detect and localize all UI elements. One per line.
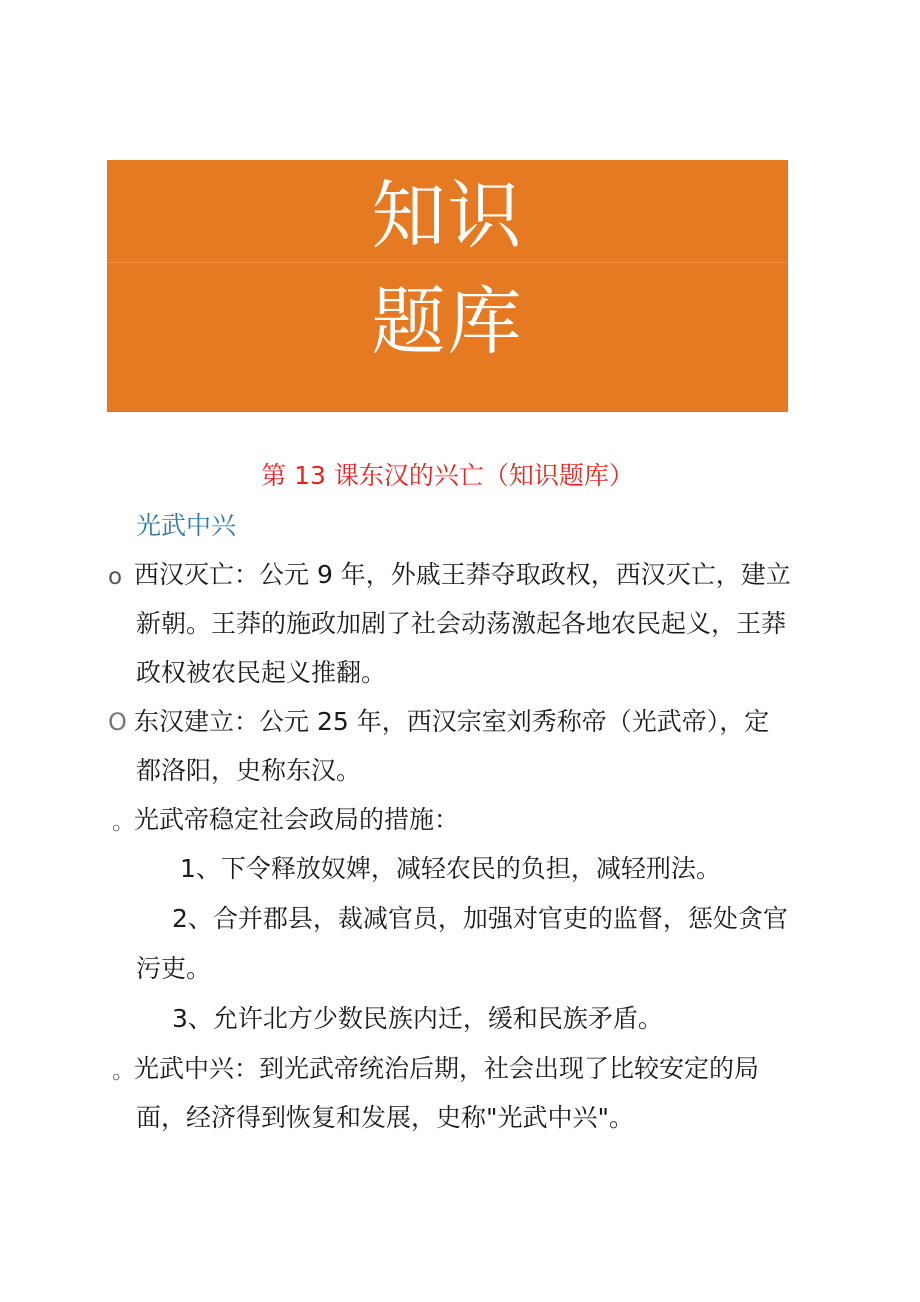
item-text-line: 新朝。王莽的施政加剧了社会动荡激起各地农民起义，王莽 — [136, 609, 787, 638]
measure-text-line: 2、合并郡县，裁减官员，加强对官吏的监督，惩处贪官 — [172, 904, 788, 933]
title-banner — [107, 160, 788, 412]
item-text-line: 西汉灭亡：公元 9 年，外戚王莽夺取政权，西汉灭亡，建立 — [134, 560, 791, 589]
section-title: 光武中兴 — [136, 511, 237, 540]
item-text-line: 光武帝稳定社会政局的措施： — [134, 805, 460, 834]
item-text-line: 东汉建立：公元 25 年，西汉宗室刘秀称帝（光武帝），定 — [134, 707, 770, 736]
banner-title-line-1: 知识 — [371, 173, 524, 259]
bullet-marker: o — [108, 564, 123, 590]
bullet-marker: O — [108, 708, 127, 736]
measure-text-line: 污吏。 — [136, 954, 212, 983]
measure-text-line: 3、允许北方少数民族内迁，缓和民族矛盾。 — [172, 1004, 663, 1033]
bullet-marker: 。 — [112, 1058, 135, 1084]
item-text-line: 政权被农民起义推翻。 — [136, 658, 387, 687]
item-text-line: 都洛阳，史称东汉。 — [136, 756, 362, 785]
banner-divider — [107, 262, 788, 263]
lesson-title: 第 13 课东汉的兴亡（知识题库） — [261, 461, 634, 490]
bullet-marker: 。 — [112, 809, 135, 835]
item-text-line: 面，经济得到恢复和发展，史称"光武中兴"。 — [136, 1103, 634, 1132]
banner-title-line-2: 题库 — [371, 279, 524, 365]
measure-text-line: 1、下令释放奴婢，减轻农民的负担，减轻刑法。 — [180, 854, 721, 883]
item-text-line: 光武中兴：到光武帝统治后期，社会出现了比较安定的局 — [134, 1054, 760, 1083]
